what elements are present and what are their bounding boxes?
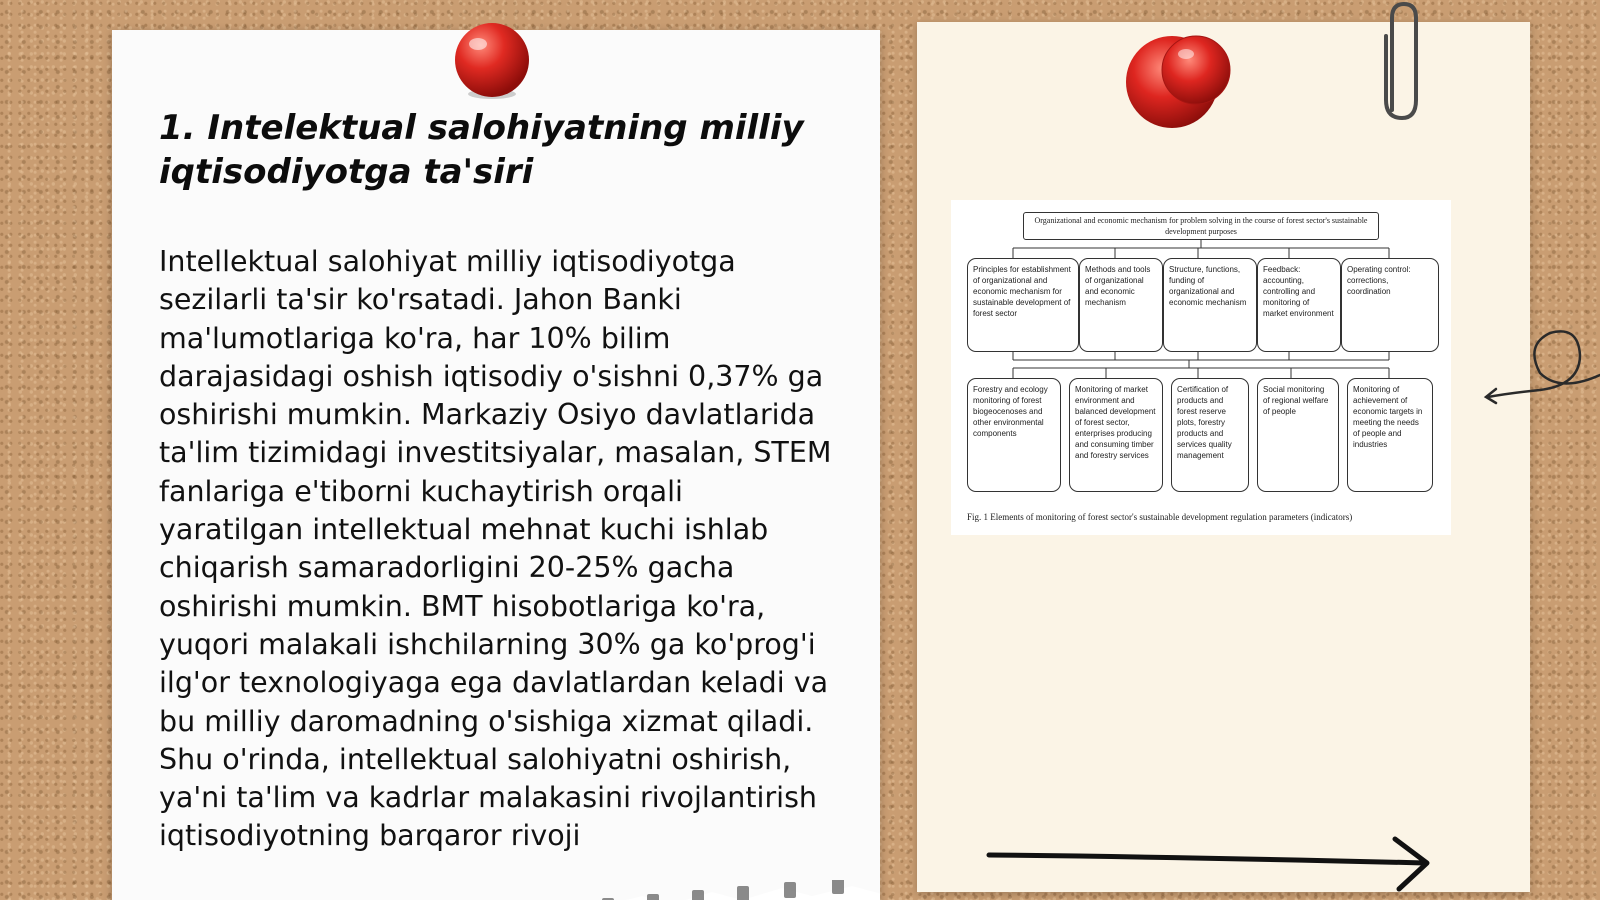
left-note-paper xyxy=(112,30,880,900)
slide-heading: 1. Intelektual salohiyatning milliy iqtisodiyotga ta'siri xyxy=(159,108,804,192)
torn-paper-strip xyxy=(412,880,880,900)
push-pin-icon xyxy=(450,20,540,105)
arrow-right-icon xyxy=(985,835,1445,895)
right-note-paper xyxy=(917,22,1530,892)
diagram-caption: Fig. 1 Elements of monitoring of forest sector's sustainable development regulation parameters (indicators) xyxy=(967,512,1353,522)
diagram-bottom-box: Social monitoring of regional welfare of people xyxy=(1257,378,1339,492)
slide-body-text: Intellektual salohiyat milliy iqtisodiyotga sezilarli ta'sir ko'rsatadi. Jahon Banki ma'lumotlariga ko'ra, har 10% bilim darajasidagi oshish iqtisodiy o'sishni 0,37% ga oshirishi mumkin. Markaziy Osiyo davlatlarida ta'lim tizimidagi investitsiyalar, masalan, STEM fanlariga e'tiborni kuchaytirish orqali yaratilgan intellektual mehnat kuchi ishlab chiqarish samaradorligini 20-25% gacha oshirishi mumkin. BMT hisobotlariga ko'ra, yuqori malakali ishchilarning 30% ga ko'prog'i ilg'or texnologiyaga ega davlatlardan keladi va bu milliy daromadning o'sishiga xizmat qiladi. Shu o'rinda, intellektual salohiyatni oshirish, ya'ni ta'lim va kadrlar malakasini rivojlantirish iqtisodiyotning barqaror rivoji xyxy=(159,245,832,853)
paperclip-icon xyxy=(1378,0,1426,125)
diagram-bottom-box: Certification of products and forest reserve plots, forestry products and services quality management xyxy=(1171,378,1249,492)
diagram-top-box: Methods and tools of organizational and economic mechanism xyxy=(1079,258,1163,352)
diagram-top-box: Structure, functions, funding of organizational and economic mechanism xyxy=(1163,258,1257,352)
diagram-bottom-box: Monitoring of achievement of economic targets in meeting the needs of people and industries xyxy=(1347,378,1433,492)
diagram-bottom-box: Monitoring of market environment and balanced development of forest sector, enterprises producing and consuming timber and forestry services xyxy=(1069,378,1163,492)
diagram-top-box: Feedback: accounting, controlling and monitoring of market environment xyxy=(1257,258,1341,352)
diagram-header-box: Organizational and economic mechanism for problem solving in the course of forest sector's sustainable development purposes xyxy=(1023,212,1379,240)
diagram-top-box: Principles for establishment of organizational and economic mechanism for sustainable development of forest sector xyxy=(967,258,1079,352)
diagram-figure xyxy=(951,200,1451,535)
diagram-bottom-box: Forestry and ecology monitoring of forest biogeocenoses and other environmental components xyxy=(967,378,1061,492)
scribble-arrow-icon xyxy=(1480,315,1600,405)
diagram-top-box: Operating control: corrections, coordination xyxy=(1341,258,1439,352)
push-pin-icon xyxy=(1122,30,1242,135)
